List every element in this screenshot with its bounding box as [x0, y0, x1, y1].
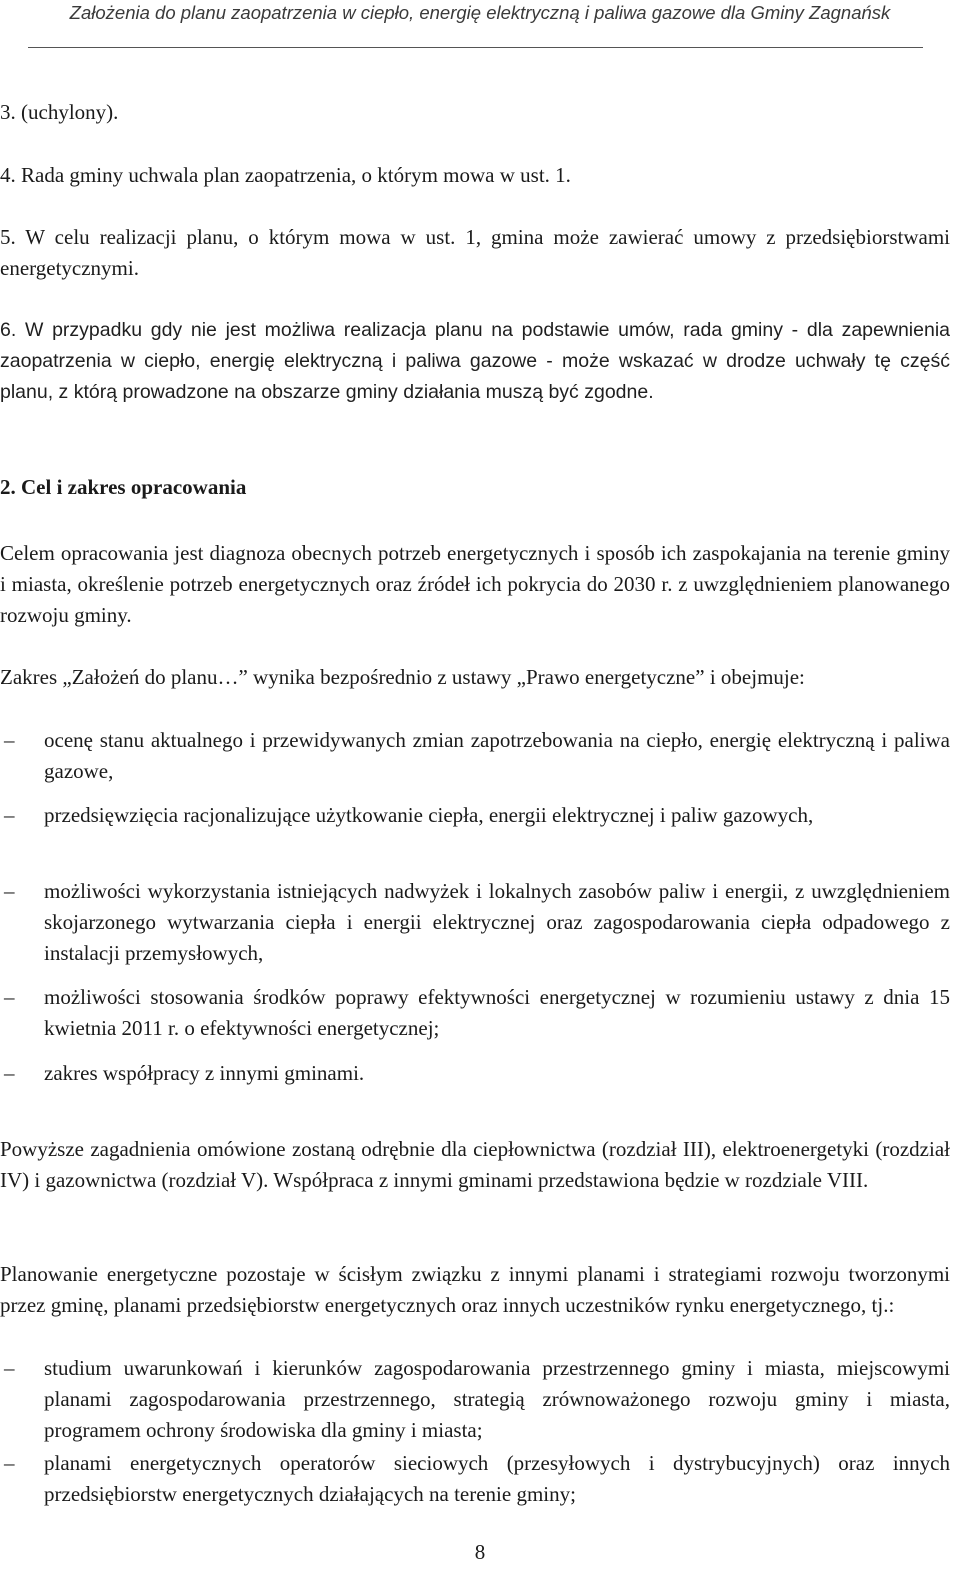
scope-list-item — [0, 982, 950, 1044]
item-5: 5. W celu realizacji planu, o którym mowa w ust. 1, gmina może zawierać umowy z przedsiębiorstwami energetycznymi. — [0, 225, 950, 280]
dash-bullet: – — [4, 803, 15, 827]
scope-item-text: ocenę stanu aktualnego i przewidywanych zmian zapotrzebowania na ciepło, energię elektryczną i paliwa gazowe, — [44, 728, 950, 783]
scope-item-text: zakres współpracy z innymi gminami. — [44, 1061, 365, 1085]
item-6: 6. W przypadku gdy nie jest możliwa realizacja planu na podstawie umów, rada gminy - dla zapewnienia zaopatrzenia w ciepło, energię elektryczną i paliwa gazowe - może wskazać w drodze uchwały tę część planu, z którą prowadzone na obszarze gminy działania muszą być zgodne. — [0, 319, 950, 403]
scope-list-item — [0, 1058, 950, 1089]
page-number: 8 — [474, 1540, 486, 1564]
scope-item-text: możliwości stosowania środków poprawy efektywności energetycznej w rozumieniu ustawy z dnia 15 kwietnia 2011 r. o efektywności energetycznej; — [44, 985, 950, 1040]
scope-list-item — [0, 725, 950, 787]
planning-paragraph: Planowanie energetyczne pozostaje w ścisłym związku z innymi planami i strategiami rozwoju tworzonymi przez gminę, planami przedsiębiorstw energetycznych oraz innych uczestników rynku energetycznego, tj.: — [0, 1262, 950, 1317]
page-header: Założenia do planu zaopatrzenia w ciepło, energię elektryczną i paliwa gazowe dla Gminy Zagnańsk — [69, 2, 891, 23]
scope-item-text: przedsięwzięcia racjonalizujące użytkowanie ciepła, energii elektrycznej i paliw gazowych, — [44, 803, 814, 827]
planning-list-item — [0, 1353, 950, 1446]
section-title: 2. Cel i zakres opracowania — [0, 475, 247, 499]
planning-item-text: planami energetycznych operatorów sieciowych (przesyłowych i dystrybucyjnych) oraz innych przedsiębiorstw energetycznych działających na terenie gminy; — [44, 1451, 950, 1506]
dash-bullet: – — [4, 1061, 15, 1085]
item-4: 4. Rada gminy uchwala plan zaopatrzenia, o którym mowa w ust. 1. — [0, 163, 571, 187]
dash-bullet: – — [4, 879, 15, 903]
scope-list-item — [0, 800, 950, 831]
header-divider — [28, 47, 923, 48]
planning-item-text: studium uwarunkowań i kierunków zagospodarowania przestrzennego gminy i miasta, miejscowymi planami zagospodarowania przestrzennego, strategią zrównoważonego rozwoju gminy i miasta, programem ochrony środowiska dla gminy i miasta; — [44, 1356, 950, 1442]
dash-bullet: – — [4, 1356, 15, 1380]
dash-bullet: – — [4, 985, 15, 1009]
scope-intro: Zakres „Założeń do planu…” wynika bezpośrednio z ustawy „Prawo energetyczne” i obejmuje: — [0, 665, 805, 689]
dash-bullet: – — [4, 728, 15, 752]
scope-list-item — [0, 876, 950, 969]
dash-bullet: – — [4, 1451, 15, 1475]
planning-list-item — [0, 1448, 950, 1510]
scope-item-text: możliwości wykorzystania istniejących nadwyżek i lokalnych zasobów paliw i energii, z uwzględnieniem skojarzonego wytwarzania ciepła i energii elektrycznej oraz zagospodarowania ciepła odpadowego z instalacji przemysłowych, — [44, 879, 950, 965]
purpose-paragraph: Celem opracowania jest diagnoza obecnych potrzeb energetycznych i sposób ich zaspokajania na terenie gminy i miasta, określenie potrzeb energetycznych oraz źródeł ich pokrycia do 2030 r. z uwzględnieniem planowanego rozwoju gminy. — [0, 541, 950, 627]
item-3: 3. (uchylony). — [0, 100, 119, 124]
discussion-paragraph: Powyższe zagadnienia omówione zostaną odrębnie dla ciepłownictwa (rozdział III), elektroenergetyki (rozdział IV) i gazownictwa (rozdział V). Współpraca z innymi gminami przedstawiona będzie w rozdziale VIII. — [0, 1137, 950, 1192]
